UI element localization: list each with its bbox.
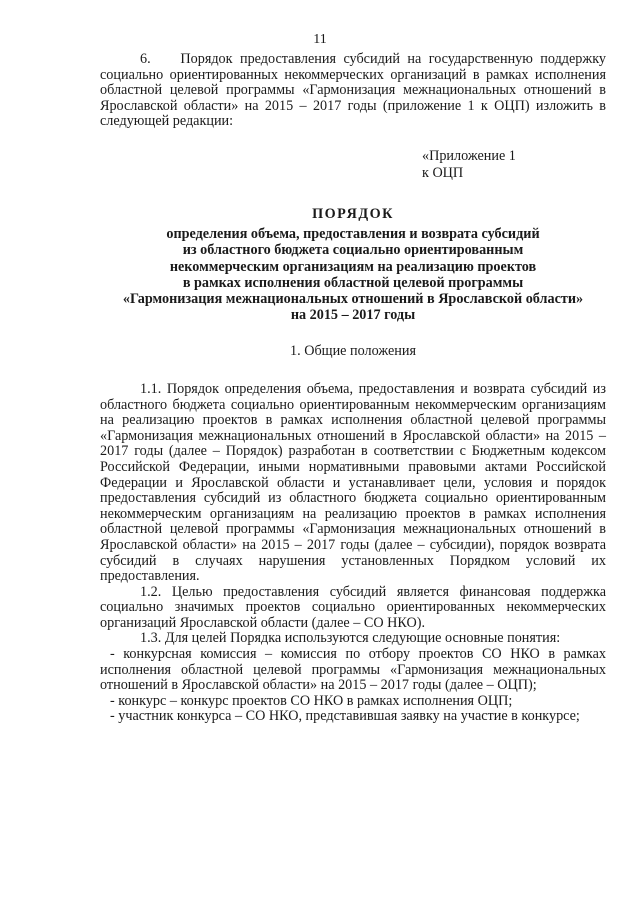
definition-item: - конкурс – конкурс проектов СО НКО в рамках исполнения ОЦП; bbox=[110, 692, 513, 709]
document-title bbox=[100, 206, 606, 323]
title-line: некоммерческим организациям на реализацию проектов bbox=[169, 258, 537, 275]
paragraph-1-3: 1.3. Для целей Порядка используются следующие основные понятия: bbox=[140, 630, 561, 647]
paragraph-1-1: 1.1. Порядок определения объема, предоставления и возврата субсидий из областного бюджета социально ориентированным некоммерческим организациям на реализацию проектов в рамках исполнения областной целевой программы «Гармонизация межнациональных отношений в Ярославской области» на 2015 – 2017 годы (далее – Порядок) разработан в соответствии с Бюджетным кодексом Российской Федерации, иными нормативными правовыми актами Российской Федерации и Ярославской области и устанавливает цели, условия и порядок предоставления субсидий из областного бюджета социально ориентированным некоммерческим организациям на реализацию проектов в рамках исполнения областной целевой программы «Гармонизация межнациональных отношений в Ярославской области» на 2015 – 2017 годы (далее – субсидии), порядок возврата субсидий в случаях нарушения установленных Порядком условий их предоставления. bbox=[100, 380, 606, 585]
title-line: на 2015 – 2017 годы bbox=[290, 307, 416, 324]
title-line: определения объема, предоставления и возврата субсидий bbox=[166, 226, 540, 243]
title-line: из областного бюджета социально ориентированным bbox=[182, 242, 524, 259]
appendix-line-2: к ОЦП bbox=[422, 164, 464, 181]
definition-item: - участник конкурса – СО НКО, представившая заявку на участие в конкурсе; bbox=[110, 708, 580, 725]
appendix-line-1: «Приложение 1 bbox=[422, 147, 516, 164]
title-line: «Гармонизация межнациональных отношений в Ярославской области» bbox=[122, 290, 584, 307]
title-line: в рамках исполнения областной целевой программы bbox=[182, 274, 524, 291]
document-body bbox=[100, 52, 606, 725]
section-heading: 1. Общие положения bbox=[290, 343, 416, 360]
appendix-reference bbox=[422, 148, 606, 182]
definition-item: - конкурсная комиссия – комиссия по отбору проектов СО НКО в рамках исполнения областной целевой программы «Гармонизация межнациональных отношений в Ярославской области» на 2015 – 2017 годы (далее – ОЦП); bbox=[100, 646, 606, 694]
title-main: ПОРЯДОК bbox=[312, 205, 394, 222]
intro-paragraph: 6. Порядок предоставления субсидий на государственную поддержку социально ориентированных некоммерческих организаций в рамках исполнения областной целевой программы «Гармонизация межнациональных отношений в Ярославской области» на 2015 – 2017 годы (приложение 1 к ОЦП) изложить в следующей редакции: bbox=[100, 51, 606, 130]
page-number: 11 bbox=[313, 32, 327, 47]
paragraph-1-2: 1.2. Целью предоставления субсидий является финансовая поддержка социально значимых проектов социально ориентированных некоммерческих организаций Ярославской области (далее – СО НКО). bbox=[100, 583, 606, 631]
